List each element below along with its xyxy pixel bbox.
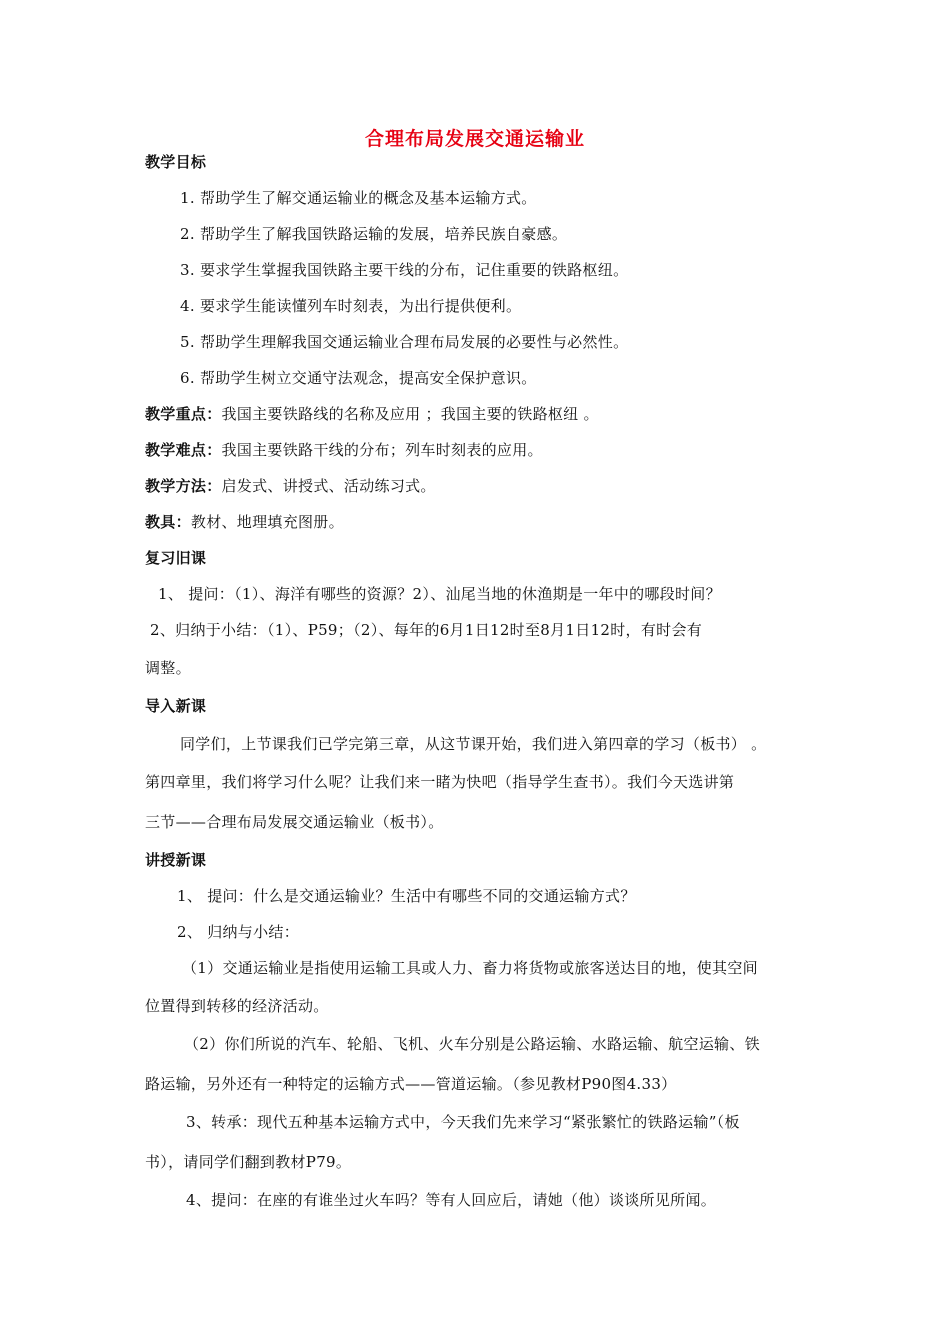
teaching-tools-label: 教具： xyxy=(145,513,191,531)
teaching-tools-text: 教材、地理填充图册。 xyxy=(190,513,344,531)
objective-item: 2. 帮助学生了解我国铁路运输的发展，培养民族自豪感。 xyxy=(180,225,568,243)
teach-transition-cont: 书），请同学们翻到教材P79。 xyxy=(145,1153,352,1171)
teach-summary-1: （1）交通运输业是指使用运输工具或人力、畜力将货物或旅客送达目的地，使其空间 xyxy=(182,959,758,977)
section-heading-review: 复习旧课 xyxy=(145,549,207,567)
section-heading-objectives: 教学目标 xyxy=(145,153,207,171)
teach-summary-1-cont: 位置得到转移的经济活动。 xyxy=(145,997,329,1015)
teaching-method-text: 启发式、讲授式、活动练习式。 xyxy=(221,477,436,495)
page-title: 合理布局发展交通运输业 xyxy=(364,128,585,150)
teaching-method-label: 教学方法： xyxy=(145,477,222,495)
intro-paragraph: 同学们，上节课我们已学完第三章，从这节课开始，我们进入第四章的学习（板书） 。 xyxy=(180,735,767,753)
key-points xyxy=(145,404,599,424)
objective-item: 4. 要求学生能读懂列车时刻表，为出行提供便利。 xyxy=(180,297,522,315)
section-heading-teach: 讲授新课 xyxy=(145,851,207,869)
section-heading-intro: 导入新课 xyxy=(145,697,207,715)
teach-summary-2: （2）你们所说的汽车、轮船、飞机、火车分别是公路运输、水路运输、航空运输、铁 xyxy=(184,1035,760,1053)
teach-question: 1、 提问：什么是交通运输业？生活中有哪些不同的交通运输方式？ xyxy=(177,887,636,905)
intro-paragraph-cont: 第四章里，我们将学习什么呢？让我们来一睹为快吧（指导学生查书）。我们今天选讲第 xyxy=(145,773,735,791)
teach-summary-2-cont: 路运输，另外还有一种特定的运输方式——管道运输。（参见教材P90图4.33） xyxy=(145,1075,677,1093)
key-points-text: 我国主要铁路线的名称及应用 ；我国主要的铁路枢纽 。 xyxy=(221,405,599,423)
key-points-label: 教学重点： xyxy=(145,405,222,423)
objective-item: 1. 帮助学生了解交通运输业的概念及基本运输方式。 xyxy=(180,189,537,207)
objective-item: 6. 帮助学生树立交通守法观念，提高安全保护意识。 xyxy=(180,369,537,387)
review-question: 1、 提问：（1）、海洋有哪些的资源？2）、汕尾当地的休渔期是一年中的哪段时间？ xyxy=(158,585,721,603)
teaching-method xyxy=(145,476,436,496)
objective-item: 5. 帮助学生理解我国交通运输业合理布局发展的必要性与必然性。 xyxy=(180,333,629,351)
teaching-tools xyxy=(145,512,344,532)
intro-paragraph-cont: 三节——合理布局发展交通运输业（板书）。 xyxy=(145,813,444,831)
review-answer: 2、归纳于小结：（1）、P59；（2）、每年的6月1日12时至8月1日12时，有时会有 xyxy=(150,621,703,639)
teach-transition: 3、转承：现代五种基本运输方式中，今天我们先来学习“紧张繁忙的铁路运输”（板 xyxy=(186,1113,740,1131)
difficult-points xyxy=(145,440,543,460)
objective-item: 3. 要求学生掌握我国铁路主要干线的分布，记住重要的铁路枢纽。 xyxy=(180,261,629,279)
review-answer-cont: 调整。 xyxy=(145,659,191,677)
difficult-points-label: 教学难点： xyxy=(145,441,222,459)
teach-question-2: 4、提问：在座的有谁坐过火车吗？等有人回应后，请她（他）谈谈所见所闻。 xyxy=(186,1191,717,1209)
teach-summary-heading: 2、 归纳与小结： xyxy=(177,923,300,941)
difficult-points-text: 我国主要铁路干线的分布；列车时刻表的应用。 xyxy=(221,441,543,459)
